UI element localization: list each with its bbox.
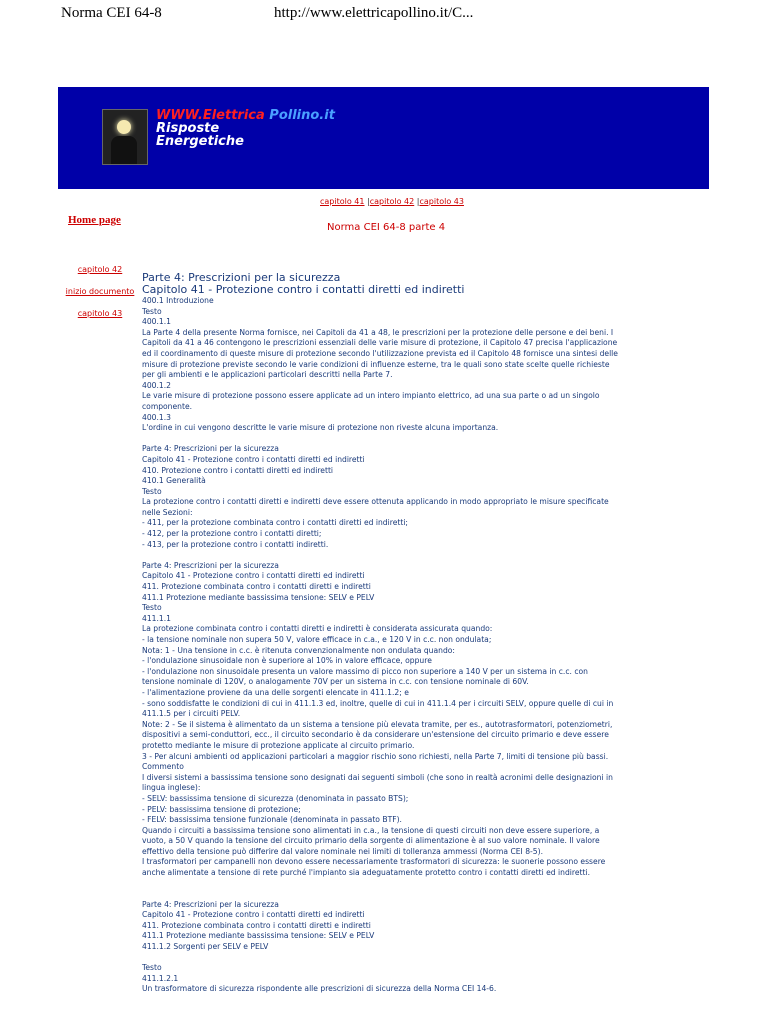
section-410: [142, 444, 642, 550]
chapter-43-link[interactable]: capitolo 43: [419, 197, 464, 206]
text-line: Testo: [142, 603, 162, 613]
text-line: 411.1.2 Sorgenti per SELV e PELV: [142, 942, 269, 952]
chapter-nav: [320, 197, 464, 206]
print-header: [0, 0, 768, 30]
text-line: Capitoli da 41 a 46 contengono le prescrizioni essenziali delle varie misure di protezione, il Capitolo 47 precisa l'applicazione: [142, 338, 618, 348]
section-411-1-2-1: [142, 963, 642, 995]
section-411-1-2: [142, 900, 642, 953]
text-line: Parte 4: Prescrizioni per la sicurezza: [142, 444, 279, 454]
text-line: - l'ondulazione non sinusoidale presenta un valore massimo di picco non superiore a 140 V per un sistema in c.c. con: [142, 666, 588, 676]
text-line: La protezione contro i contatti diretti e indiretti deve essere ottenuta applicando in modo appropriato le misure specificate: [142, 497, 609, 507]
text-line: 411.1.2.1: [142, 973, 179, 983]
text-line: Capitolo 41 - Protezione contro i contatti diretti ed indiretti: [142, 910, 365, 920]
text-line: Note: 2 - Se il sistema è alimentato da un sistema a tensione più elevata tramite, per es., autotrasformatori, potenziometri,: [142, 719, 613, 729]
figure-silhouette: [111, 136, 137, 164]
logo-energetiche: Energetiche: [156, 134, 244, 149]
nav-separator: |: [414, 197, 420, 206]
text-line: La Parte 4 della presente Norma fornisce, nei Capitoli da 41 a 48, le prescrizioni per la protezione delle persone e dei beni. I: [142, 327, 614, 337]
nav-separator: |: [364, 197, 370, 206]
text-line: Commento: [142, 762, 184, 772]
text-line: lingua inglese):: [142, 783, 201, 793]
text-line: 400.1.3: [142, 412, 171, 422]
text-line: Parte 4: Prescrizioni per la sicurezza: [142, 899, 279, 909]
text-line: - 411, per la protezione combinata contro i contatti diretti ed indiretti;: [142, 518, 408, 528]
chapter-heading: Capitolo 41 - Protezione contro i contatti diretti ed indiretti: [142, 283, 465, 296]
text-line: vuoto, a 50 V quando la tensione del circuito primario della sorgente di alimentazione è al suo valore nominale. Il valore: [142, 836, 600, 846]
text-line: Testo: [142, 963, 162, 973]
text-line: Quando i circuiti a bassissima tensione sono alimentati in c.a., la tensione di questi circuiti non deve essere superiore, a: [142, 825, 600, 835]
text-line: 3 - Per alcuni ambienti od applicazioni particolari a maggior rischio sono richiesti, nella Parte 7, limiti di tensione più bassi.: [142, 751, 609, 761]
print-url: http://www.elettricapollino.it/C...: [274, 5, 474, 21]
text-line: - la tensione nominale non supera 50 V, valore efficace in c.a., e 120 V in c.c. non ondulata;: [142, 635, 492, 644]
text-line: - PELV: bassissima tensione di protezione;: [142, 804, 301, 814]
text-line: Testo: [142, 486, 162, 496]
text-line: 411.1 Protezione mediante bassissima tensione: SELV e PELV: [142, 592, 375, 602]
text-line: 400.1 Introduzione: [142, 296, 214, 305]
text-line: componente.: [142, 401, 193, 411]
home-page-link[interactable]: Home page: [68, 214, 121, 226]
logo-pollino: Pollino.it: [269, 108, 335, 123]
text-line: 400.1.2: [142, 380, 171, 390]
text-line: Nota: 1 - Una tensione in c.c. è ritenuta convenzionalmente non ondulata quando:: [142, 645, 455, 655]
text-line: Capitolo 41 - Protezione contro i contatti diretti ed indiretti: [142, 571, 365, 581]
text-line: tensione nominale di 120V, o analogamente 70V per un sistema in c.c. con tensione nominale di 60V.: [142, 677, 529, 687]
text-line: 411. Protezione combinata contro i contatti diretti e indiretti: [142, 582, 371, 592]
text-line: Un trasformatore di sicurezza rispondente alle prescrizioni di sicurezza della Norma CEI 14-6.: [142, 984, 497, 994]
site-banner: [58, 87, 709, 189]
text-line: 411.1 Protezione mediante bassissima tensione: SELV e PELV: [142, 931, 375, 941]
text-line: protetto mediante le misure di protezione applicate al circuito primario.: [142, 740, 415, 750]
text-line: 410. Protezione contro i contatti diretti ed indiretti: [142, 465, 334, 475]
chapter-41-link[interactable]: capitolo 41: [320, 197, 365, 206]
side-link-chapter-42[interactable]: capitolo 42: [77, 265, 123, 274]
text-line: misure di protezione previste secondo le varie condizioni di influenze esterne, tra le quali sono state scelte quelle richieste: [142, 359, 610, 369]
section-411: [142, 561, 642, 879]
text-line: La protezione combinata contro i contatti diretti e indiretti è considerata assicurata quando:: [142, 624, 493, 634]
document-content: [142, 272, 642, 995]
side-link-chapter-43[interactable]: capitolo 43: [77, 309, 123, 318]
page-title: Norma CEI 64-8 parte 4: [327, 222, 446, 233]
print-title: Norma CEI 64-8: [61, 5, 162, 21]
text-line: Capitolo 41 - Protezione contro i contatti diretti ed indiretti: [142, 454, 365, 464]
side-nav: [60, 265, 140, 331]
text-line: effettivo della tensione può differire dal valore nominale nei limiti di tolleranza ammessi (Norma CEI 8-5).: [142, 846, 543, 856]
text-line: anche alimentate a tensione di rete purché l'impianto sia adeguatamente protetto contro i contatti diretti ed indiretti.: [142, 868, 590, 878]
lightbulb-icon: [117, 120, 131, 134]
text-line: - SELV: bassissima tensione di sicurezza (denominata in passato BTS);: [142, 793, 409, 803]
part-heading: Parte 4: Prescrizioni per la sicurezza: [142, 271, 341, 284]
text-line: 411.1.1: [142, 613, 171, 623]
text-line: ed il coordinamento di queste misure di protezione secondo l'utilizzazione prevista ed il Capitolo 48 fornisce una sintesi delle: [142, 348, 618, 358]
text-line: - 413, per la protezione contro i contatti indiretti.: [142, 539, 329, 549]
text-line: 410.1 Generalità: [142, 476, 206, 486]
text-line: - l'ondulazione sinusoidale non è superiore al 10% in valore efficace, oppure: [142, 656, 432, 666]
logo-www: WWW.Elettrica: [156, 108, 265, 123]
text-line: per gli ambienti e le applicazioni particolari descritti nella Parte 7.: [142, 370, 393, 380]
logo-image: [102, 109, 148, 165]
text-line: - l'alimentazione proviene da una delle sorgenti elencate in 411.1.2; e: [142, 687, 409, 697]
text-line: 411.1.5 per i circuiti PELV.: [142, 709, 241, 719]
section-introduction: [142, 296, 642, 434]
text-line: - 412, per la protezione contro i contatti diretti;: [142, 529, 322, 539]
logo-risposte: Risposte: [156, 121, 220, 136]
side-link-inizio-documento[interactable]: inizio documento: [65, 287, 135, 296]
text-line: I trasformatori per campanelli non devono essere necessariamente trasformatori di sicurezza: le suonerie possono essere: [142, 857, 606, 867]
text-line: dispositivi a semi-conduttori, ecc., il circuito secondario è da considerare un'estensione del circuito primario e deve essere: [142, 730, 609, 740]
text-line: Parte 4: Prescrizioni per la sicurezza: [142, 560, 279, 570]
text-line: Testo: [142, 306, 162, 316]
text-line: 400.1.1: [142, 317, 171, 327]
text-line: - FELV: bassissima tensione funzionale (denominata in passato BTF).: [142, 815, 402, 825]
text-line: I diversi sistemi a bassissima tensione sono designati dai seguenti simboli (che sono in realtà acronimi delle designazioni in: [142, 772, 613, 782]
text-line: L'ordine in cui vengono descritte le varie misure di protezione non riveste alcuna importanza.: [142, 423, 499, 433]
text-line: 411. Protezione combinata contro i contatti diretti e indiretti: [142, 920, 371, 930]
text-line: nelle Sezioni:: [142, 507, 193, 517]
chapter-42-link[interactable]: capitolo 42: [369, 197, 415, 206]
text-line: - sono soddisfatte le condizioni di cui in 411.1.3 ed, inoltre, quelle di cui in 411.1.4 per i circuiti SELV, oppure quelle di cui in: [142, 698, 614, 708]
text-line: Le varie misure di protezione possono essere applicate ad un intero impianto elettrico, ad una sua parte o ad un singolo: [142, 391, 600, 401]
logo-text: [156, 109, 335, 148]
